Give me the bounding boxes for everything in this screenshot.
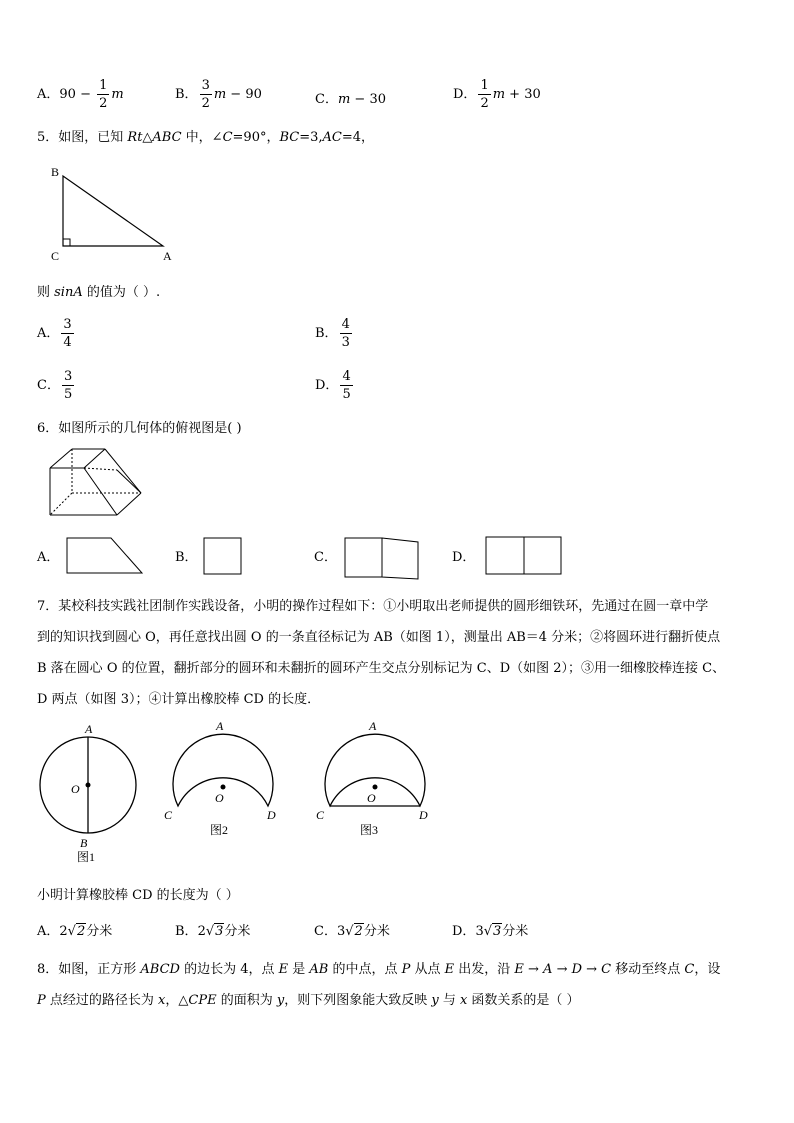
fig2-label-a: A: [216, 719, 224, 733]
fig2-label-o: O: [215, 791, 224, 805]
fig1-label-b: B: [80, 836, 88, 850]
fig3-label-o: O: [367, 791, 376, 805]
q6-option-d[interactable]: D．: [452, 550, 476, 565]
fig1-caption: 图1: [77, 850, 96, 864]
q4-b-fraction: $\frac{3}{2}$: [201, 78, 210, 111]
q5-b-fraction: $\frac{4}{3}$: [341, 317, 350, 350]
fig3-caption: 图3: [360, 823, 379, 837]
fig1-label-a: A: [85, 722, 93, 736]
q7-figure-1: [30, 718, 150, 863]
q7-line-2: 到的知识找到圆心 O，再任意找出圆 O 的一条直径标记为 AB（如图 1），测量出 AB＝4 分米；②将圆环进行翻折使点: [37, 630, 721, 645]
q7-line-1: 7．某校科技实践社团制作实践设备，小明的操作过程如下：①小明取出老师提供的圆形细铁环，先通过在圆一章中学: [37, 599, 709, 614]
q4-option-d[interactable]: D． $\frac{1}{2}$ m + 30: [453, 78, 541, 111]
q7-figure-2: [160, 718, 290, 838]
q6-solid-figure: [47, 446, 147, 521]
q5-a-fraction: $\frac{3}{4}$: [63, 317, 72, 350]
q5-option-d[interactable]: D． $\frac{4}{5}$: [315, 369, 351, 402]
q7-option-d[interactable]: D．3√3分米: [452, 924, 529, 939]
q7-ask: 小明计算橡胶棒 CD 的长度为（ ）: [37, 888, 239, 903]
q6-option-b-shape: [203, 537, 243, 577]
fig2-label-c: C: [164, 808, 173, 822]
q5-option-b[interactable]: B． $\frac{4}{3}$: [315, 317, 350, 350]
q4-option-a[interactable]: A．90 − $\frac{1}{2}$ m: [37, 78, 124, 111]
q5-stem: 5．如图，已知 Rt△ABC 中，∠C=90°，BC=3,AC=4，: [37, 130, 375, 145]
q8-line-2: P 点经过的路径长为 x，△CPE 的面积为 y，则下列图象能大致反映 y 与 x 函数关系的是（ ）: [37, 993, 580, 1008]
q4-option-c[interactable]: C．m − 30: [315, 92, 386, 107]
label-c: C: [51, 249, 60, 263]
q5-option-c[interactable]: C． $\frac{3}{5}$: [37, 369, 73, 402]
q6-option-d-shape: [485, 536, 565, 578]
q5-ask: 则 sinA 的值为（ ）.: [37, 285, 161, 300]
q7-option-c[interactable]: C．3√2分米: [314, 924, 390, 939]
q5-triangle-figure: [45, 164, 185, 264]
fig2-caption: 图2: [210, 823, 229, 837]
label-b: B: [51, 165, 60, 179]
sqrt-symbol: √3: [205, 924, 224, 939]
fig3-label-c: C: [316, 808, 325, 822]
q7-option-a[interactable]: A．2√2分米: [37, 924, 113, 939]
q4-d-fraction: $\frac{1}{2}$: [480, 78, 489, 111]
q6-option-c-shape: [344, 534, 424, 582]
q6-option-c[interactable]: C．: [314, 550, 337, 565]
q7-line-3: B 落在圆心 O 的位置，翻折部分的圆环和未翻折的圆环产生交点分别标记为 C、D（如图 2）；③用一细橡胶棒连接 C、: [37, 661, 726, 676]
q7-figure-3: [312, 718, 442, 838]
q6-option-a-shape: [66, 537, 146, 577]
right-angle-mark: [63, 239, 70, 246]
sqrt-symbol: √3: [483, 924, 502, 939]
fig3-label-a: A: [369, 719, 377, 733]
sqrt-symbol: √2: [345, 924, 363, 939]
q8-line-1: 8．如图，正方形 ABCD 的边长为 4，点 E 是 AB 的中点，点 P 从点 E 出发，沿 E → A → D → C 移动至终点 C，设: [37, 962, 721, 977]
triangle-abc: [63, 176, 163, 246]
q7-option-b[interactable]: B．2√3分米: [175, 924, 251, 939]
q5-d-fraction: $\frac{4}{5}$: [342, 369, 351, 402]
q6-option-b[interactable]: B．: [175, 550, 198, 565]
q5-c-fraction: $\frac{3}{5}$: [63, 369, 73, 402]
q4-a-fraction: $\frac{1}{2}$: [99, 78, 108, 111]
fig1-label-o: O: [71, 782, 80, 796]
q6-stem: 6．如图所示的几何体的俯视图是( ): [37, 421, 242, 436]
fig3-label-d: D: [419, 808, 428, 822]
fig2-label-d: D: [267, 808, 276, 822]
q6-option-a[interactable]: A．: [37, 550, 60, 565]
q7-line-4: D 两点（如图 3）；④计算出橡胶棒 CD 的长度．: [37, 692, 321, 707]
q4-option-b[interactable]: B． $\frac{3}{2}$ m − 90: [175, 78, 262, 111]
q5-option-a[interactable]: A． $\frac{3}{4}$: [37, 317, 72, 350]
sqrt-symbol: √2: [67, 924, 86, 939]
label-a: A: [163, 249, 172, 263]
